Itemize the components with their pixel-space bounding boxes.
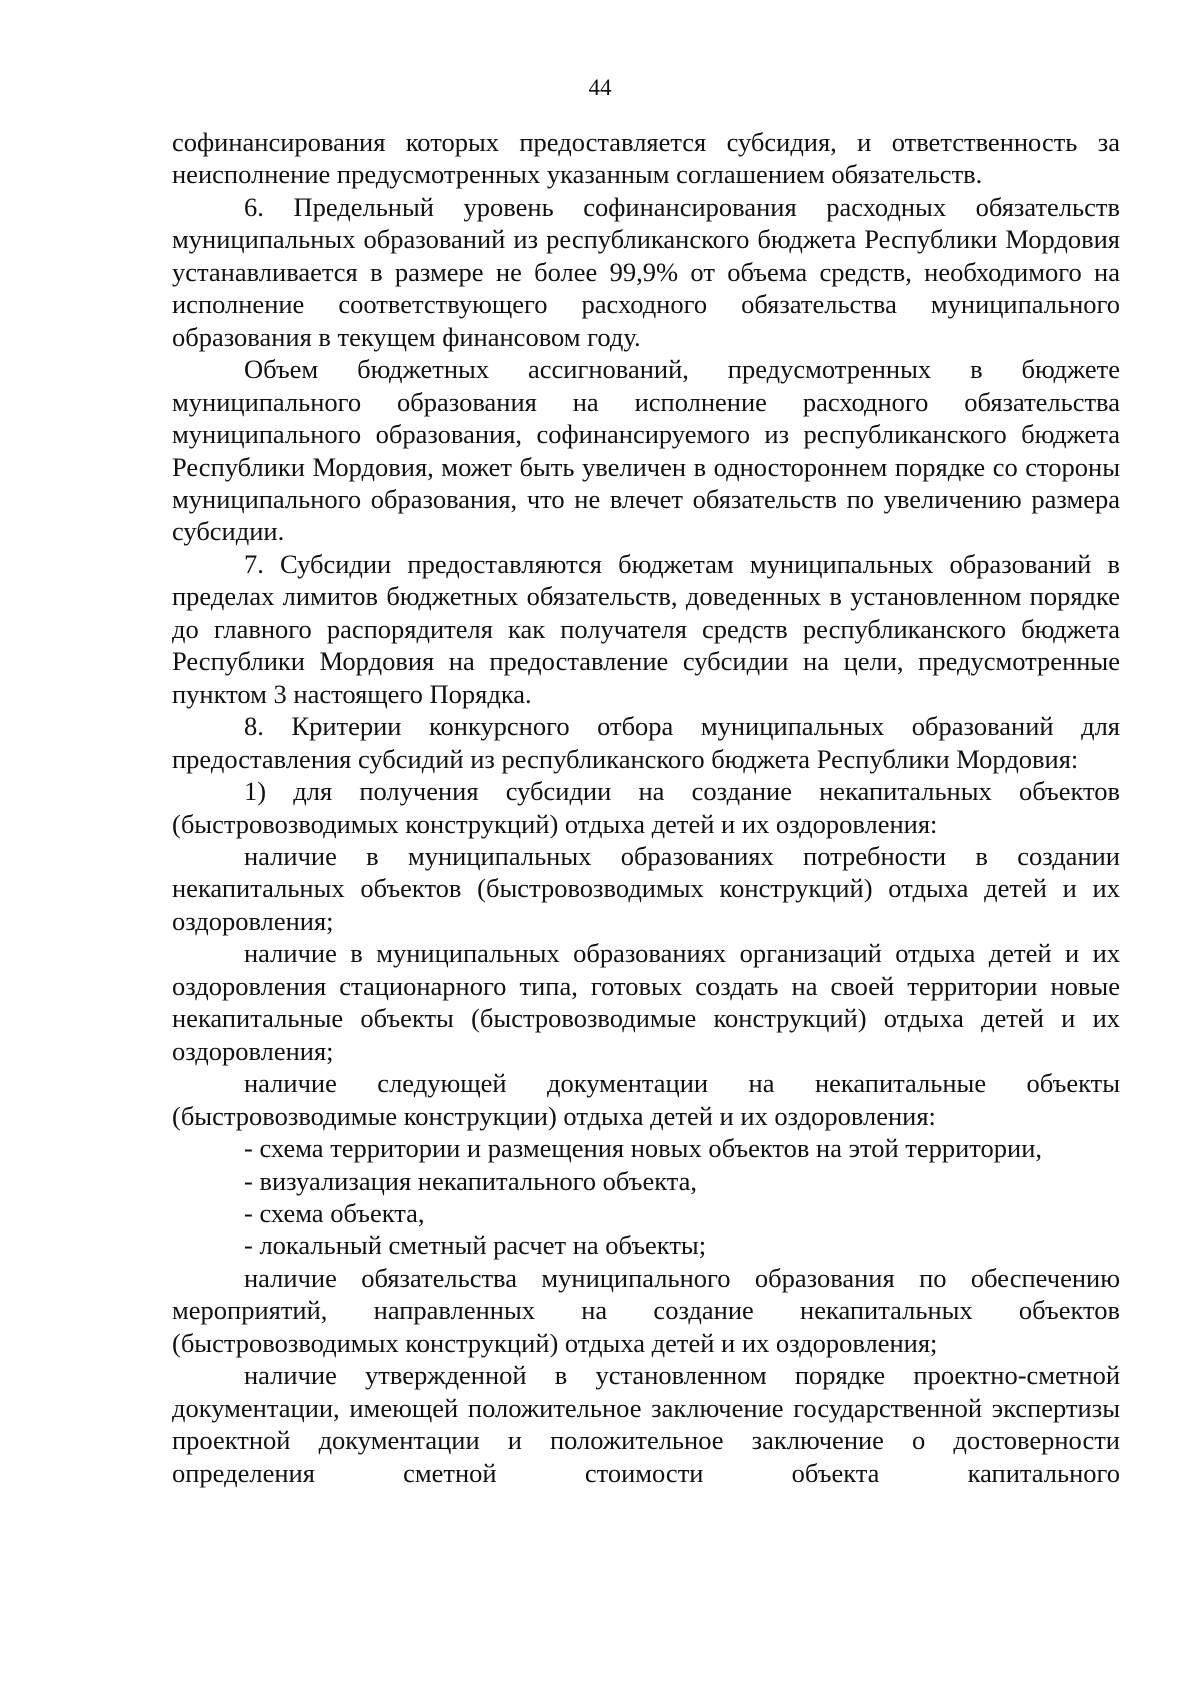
list-item-visualization: - визуализация некапитального объекта, [244, 1165, 698, 1196]
paragraph-continuation: софинансирования которых предоставляется субсидия, и ответственность за неисполнение предусмотренных указанным соглашением обязательств. [172, 127, 1120, 190]
list-item-territory-scheme: - схема территории и размещения новых объектов на этой территории, [244, 1133, 1043, 1164]
paragraph-organizations-criterion: наличие в муниципальных образованиях организаций отдыха детей и их оздоровления стационарного типа, готовых создать на своей территории новые некапитальные объекты (быстровозводимые конструкций) отдыха детей и их оздоровления; [172, 938, 1120, 1066]
list-item-estimate: - локальный сметный расчет на объекты; [244, 1230, 707, 1261]
paragraph-documentation-criterion: наличие следующей документации на некапитальные объекты (быстровозводимые конструкции) отдыха детей и их оздоровления: [172, 1068, 1120, 1131]
paragraph-item-8: 8. Критерии конкурсного отбора муниципальных образований для предоставления субсидий из республиканского бюджета Республики Мордовия: [172, 711, 1120, 774]
paragraph-budget-allocations: Объем бюджетных ассигнований, предусмотренных в бюджете муниципального образования на исполнение расходного обязательства муниципального образования, софинансируемого из республиканского бюджета Республики Мордовия, может быть увеличен в одностороннем порядке со стороны муниципального образования, что не влечет обязательств по увеличению размера субсидии. [172, 354, 1120, 547]
paragraph-criterion-1: 1) для получения субсидии на создание некапитальных объектов (быстровозводимых конструкций) отдыха детей и их оздоровления: [172, 776, 1120, 839]
paragraph-design-documentation: наличие утвержденной в установленном порядке проектно-сметной документации, имеющей положительное заключение государственной экспертизы проектной документации и положительное заключение о достоверности определения сметной стоимости объекта капитального [172, 1360, 1120, 1488]
paragraph-item-7: 7. Субсидии предоставляются бюджетам муниципальных образований в пределах лимитов бюджетных обязательств, доведенных в установленном порядке до главного распорядителя как получателя средств республиканского бюджета Республики Мордовия на предоставление субсидии на цели, предусмотренные пунктом 3 настоящего Порядка. [172, 548, 1120, 709]
page-number: 44 [588, 75, 612, 100]
paragraph-item-6: 6. Предельный уровень софинансирования расходных обязательств муниципальных образований из республиканского бюджета Республики Мордовия устанавливается в размере не более 99,9% от объема средств, необходимого на исполнение соответствующего расходного обязательства муниципального образования в текущем финансовом году. [172, 191, 1120, 352]
paragraph-need-criterion: наличие в муниципальных образованиях потребности в создании некапитальных объектов (быстровозводимых конструкций) отдыха детей и их оздоровления; [172, 840, 1120, 936]
paragraph-obligation-criterion: наличие обязательства муниципального образования по обеспечению мероприятий, направленных на создание некапитальных объектов (быстровозводимых конструкций) отдыха детей и их оздоровления; [172, 1262, 1120, 1358]
list-item-object-scheme: - схема объекта, [244, 1197, 425, 1228]
document-body [172, 126, 1120, 1489]
